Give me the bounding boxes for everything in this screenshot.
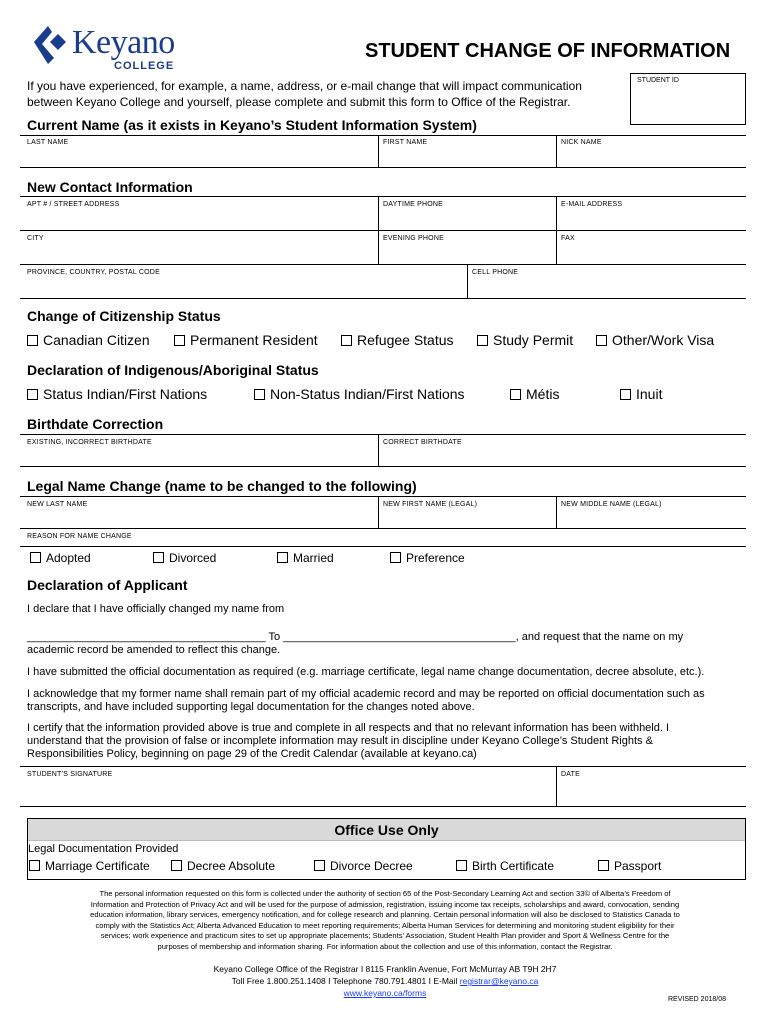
checkbox-icon[interactable]: [456, 860, 467, 871]
option-label: Birth Certificate: [472, 859, 555, 873]
divider: [467, 264, 468, 298]
section-citizenship: Change of Citizenship Status: [27, 308, 221, 324]
divider: [20, 167, 746, 168]
section-birthdate: Birthdate Correction: [27, 416, 164, 432]
declaration-line-2: academic record be amended to reflect this change.: [27, 644, 281, 656]
divider: [20, 434, 746, 435]
checkbox-birth-certificate[interactable]: [456, 859, 554, 873]
checkbox-icon[interactable]: [510, 389, 521, 400]
name-change-blanks[interactable]: _______________________________________ To ______________________________________, and request that the name on my: [27, 631, 684, 643]
divider: [556, 196, 557, 264]
signature-field[interactable]: STUDENT’S SIGNATURE: [27, 771, 113, 778]
divider: [20, 496, 746, 497]
divider: [20, 264, 746, 265]
divider: [378, 434, 379, 466]
option-label: Marriage Certificate: [45, 859, 150, 873]
option-label: Divorce Decree: [330, 859, 413, 873]
privacy-line: comply with the Statistics Act; Alberta Advanced Education to meet reporting requirements; Alberta Human Services for determining and monitoring student eligibility for their: [95, 920, 675, 930]
acknowledge-line-2: transcripts, and have included supporting legal documentation for the changes noted above.: [27, 701, 475, 713]
checkbox-preference[interactable]: [390, 551, 465, 565]
declaration-certify: [27, 722, 669, 761]
keyano-diamond-icon: [32, 20, 72, 70]
divider: [20, 528, 746, 529]
divider: [20, 546, 746, 547]
checkbox-icon[interactable]: [620, 389, 631, 400]
divider: [20, 466, 746, 467]
privacy-line: education information, library services, emergency notification, and for college research and planning. Certain personal information will also be disclosed to Statistics Canada to: [90, 910, 680, 919]
office-use-header: [28, 819, 745, 841]
website-link[interactable]: www.keyano.ca/forms: [343, 988, 427, 998]
keyano-logo: [32, 20, 192, 76]
new-last-name-field[interactable]: NEW LAST NAME: [27, 501, 88, 508]
checkbox-icon[interactable]: [277, 552, 288, 563]
divider: [20, 230, 746, 231]
date-field[interactable]: DATE: [561, 771, 580, 778]
privacy-line: services; work experience and practicum sites to set up appropriate placements; Students’ Association, Student Health Plan provider and Sport & Wellness Centre for the: [100, 931, 670, 940]
logo-subtitle: COLLEGE: [114, 60, 175, 72]
divider: [20, 806, 746, 807]
footer-phones: Toll Free 1.800.251.1408 I Telephone 780.791.4801 I E-Mail: [231, 976, 460, 986]
certify-line-1: I certify that the information provided above is true and complete in all respects and that no relevant information has been withheld. I: [27, 722, 670, 734]
checkbox-icon[interactable]: [29, 860, 40, 871]
checkbox-divorce-decree[interactable]: [314, 859, 413, 873]
first-name-field[interactable]: FIRST NAME: [383, 139, 428, 146]
city-field[interactable]: CITY: [27, 235, 44, 242]
divider: [20, 766, 746, 767]
checkbox-canadian-citizen[interactable]: [27, 332, 150, 348]
option-label: Canadian Citizen: [43, 332, 150, 348]
footer: [0, 963, 770, 999]
certify-line-3: Responsibilities Policy, beginning on page 29 of the Credit Calendar (available at keyano.ca): [27, 748, 477, 760]
declaration-line-1: I declare that I have officially changed my name from: [27, 603, 285, 615]
declaration-acknowledge: [27, 688, 705, 714]
form-title: STUDENT CHANGE OF INFORMATION: [365, 40, 731, 62]
divider: [378, 135, 379, 167]
option-label: Refugee Status: [357, 332, 454, 348]
section-indigenous: Declaration of Indigenous/Aboriginal Status: [27, 362, 319, 378]
footer-address: Keyano College Office of the Registrar I 8115 Franklin Avenue, Fort McMurray AB T9H 2H7: [213, 964, 557, 974]
checkbox-passport[interactable]: [598, 859, 661, 873]
reason-label: REASON FOR NAME CHANGE: [27, 533, 132, 540]
checkbox-icon[interactable]: [341, 335, 352, 346]
option-label: Other/Work Visa: [612, 332, 715, 348]
student-id-field[interactable]: [630, 73, 746, 125]
docs-label: Legal Documentation Provided: [28, 843, 179, 855]
checkbox-icon[interactable]: [27, 389, 38, 400]
divider: [556, 496, 557, 528]
intro-line-2: between Keyano College and yourself, please complete and submit this form to Office of the Registrar.: [27, 95, 571, 109]
declaration-documentation: I have submitted the official documentation as required (e.g. marriage certificate, legal name change documentation, decree absolute, etc.).: [27, 666, 705, 678]
cell-phone-field[interactable]: CELL PHONE: [472, 269, 519, 276]
divider: [556, 135, 557, 167]
fax-field[interactable]: FAX: [561, 235, 575, 242]
revision-note: REVISED 2018/08: [668, 996, 726, 1003]
privacy-line: purposes of membership and information sharing. For information about the collection and use of this information, contact the Registrar.: [157, 941, 613, 951]
checkbox-permanent-resident[interactable]: [174, 332, 318, 348]
evening-phone-field[interactable]: EVENING PHONE: [383, 235, 444, 242]
intro-line-1: If you have experienced, for example, a name, address, or e-mail change that will impact communication: [27, 79, 582, 93]
checkbox-icon[interactable]: [254, 389, 265, 400]
checkbox-icon[interactable]: [596, 335, 607, 346]
checkbox-icon[interactable]: [314, 860, 325, 871]
section-contact: New Contact Information: [27, 179, 193, 195]
registrar-email-link[interactable]: registrar@keyano.ca: [459, 976, 539, 986]
new-first-name-field[interactable]: NEW FIRST NAME (LEGAL): [383, 501, 478, 508]
checkbox-status-indian[interactable]: [27, 386, 207, 402]
divider: [378, 196, 379, 264]
intro-text: [27, 78, 617, 110]
checkbox-other-work-visa[interactable]: [596, 332, 714, 348]
divider: [20, 135, 746, 136]
option-label: Divorced: [169, 551, 217, 565]
option-label: Passport: [614, 859, 662, 873]
street-address-field[interactable]: APT # / STREET ADDRESS: [27, 201, 120, 208]
checkbox-icon[interactable]: [598, 860, 609, 871]
option-label: Status Indian/First Nations: [43, 386, 208, 402]
checkbox-icon[interactable]: [153, 552, 164, 563]
divider: [20, 298, 746, 299]
correct-birthdate-field[interactable]: CORRECT BIRTHDATE: [383, 439, 462, 446]
checkbox-icon[interactable]: [477, 335, 488, 346]
privacy-statement: [30, 889, 740, 952]
checkbox-inuit[interactable]: [620, 386, 662, 402]
checkbox-icon[interactable]: [174, 335, 185, 346]
office-use-box: [27, 818, 746, 880]
nick-name-field[interactable]: NICK NAME: [561, 139, 602, 146]
new-middle-name-field[interactable]: NEW MIDDLE NAME (LEGAL): [561, 501, 662, 508]
privacy-line: The personal information requested on this form is collected under the authority of section 65 of the Post-Secondary Learning Act and section 33© of Alberta’s Freedom of: [99, 889, 671, 898]
daytime-phone-field[interactable]: DAYTIME PHONE: [383, 201, 444, 208]
checkbox-icon[interactable]: [30, 552, 41, 563]
option-label: Inuit: [636, 386, 663, 402]
footer-contact: [0, 975, 770, 987]
divider: [20, 196, 746, 197]
checkbox-icon[interactable]: [27, 335, 38, 346]
checkbox-non-status-indian[interactable]: [254, 386, 465, 402]
checkbox-divorced[interactable]: [153, 551, 216, 565]
student-id-label: STUDENT ID: [637, 77, 679, 84]
option-label: Preference: [406, 551, 465, 565]
option-label: Decree Absolute: [187, 859, 276, 873]
certify-line-2: understand that the provision of false or incomplete information may result in discipline under Keyano College’s Student Rights &: [27, 735, 653, 747]
checkbox-decree-absolute[interactable]: [171, 859, 275, 873]
option-label: Married: [293, 551, 334, 565]
checkbox-icon[interactable]: [390, 552, 401, 563]
email-field[interactable]: E-MAIL ADDRESS: [561, 201, 623, 208]
existing-birthdate-field[interactable]: EXISTING, INCORRECT BIRTHDATE: [27, 439, 152, 446]
checkbox-icon[interactable]: [171, 860, 182, 871]
privacy-line: Information and Protection of Privacy Act and will be used for the purpose of admission, registration, issuing income tax receipts, scholarships and award, convocation, sending: [90, 899, 680, 909]
checkbox-adopted[interactable]: [30, 551, 91, 565]
option-label: Métis: [526, 386, 560, 402]
section-current-name: Current Name (as it exists in Keyano’s Student Information System): [27, 117, 477, 133]
section-legal-name: Legal Name Change (name to be changed to the following): [27, 478, 417, 494]
option-label: Adopted: [46, 551, 91, 565]
option-label: Non-Status Indian/First Nations: [270, 386, 465, 402]
checkbox-refugee-status[interactable]: [341, 332, 454, 348]
checkbox-metis[interactable]: [510, 386, 559, 402]
province-field[interactable]: PROVINCE, COUNTRY, POSTAL CODE: [27, 269, 160, 276]
checkbox-married[interactable]: [277, 551, 334, 565]
acknowledge-line-1: I acknowledge that my former name shall remain part of my official academic record and may be reported on official documentation such as: [27, 688, 705, 700]
option-label: Study Permit: [493, 332, 574, 348]
section-declaration: Declaration of Applicant: [27, 577, 188, 593]
divider: [378, 496, 379, 528]
logo-name: Keyano: [72, 24, 175, 61]
last-name-field[interactable]: LAST NAME: [27, 139, 69, 146]
checkbox-marriage-certificate[interactable]: [29, 859, 150, 873]
office-use-title: Office Use Only: [334, 822, 439, 838]
option-label: Permanent Resident: [190, 332, 318, 348]
divider: [556, 766, 557, 806]
checkbox-study-permit[interactable]: [477, 332, 573, 348]
